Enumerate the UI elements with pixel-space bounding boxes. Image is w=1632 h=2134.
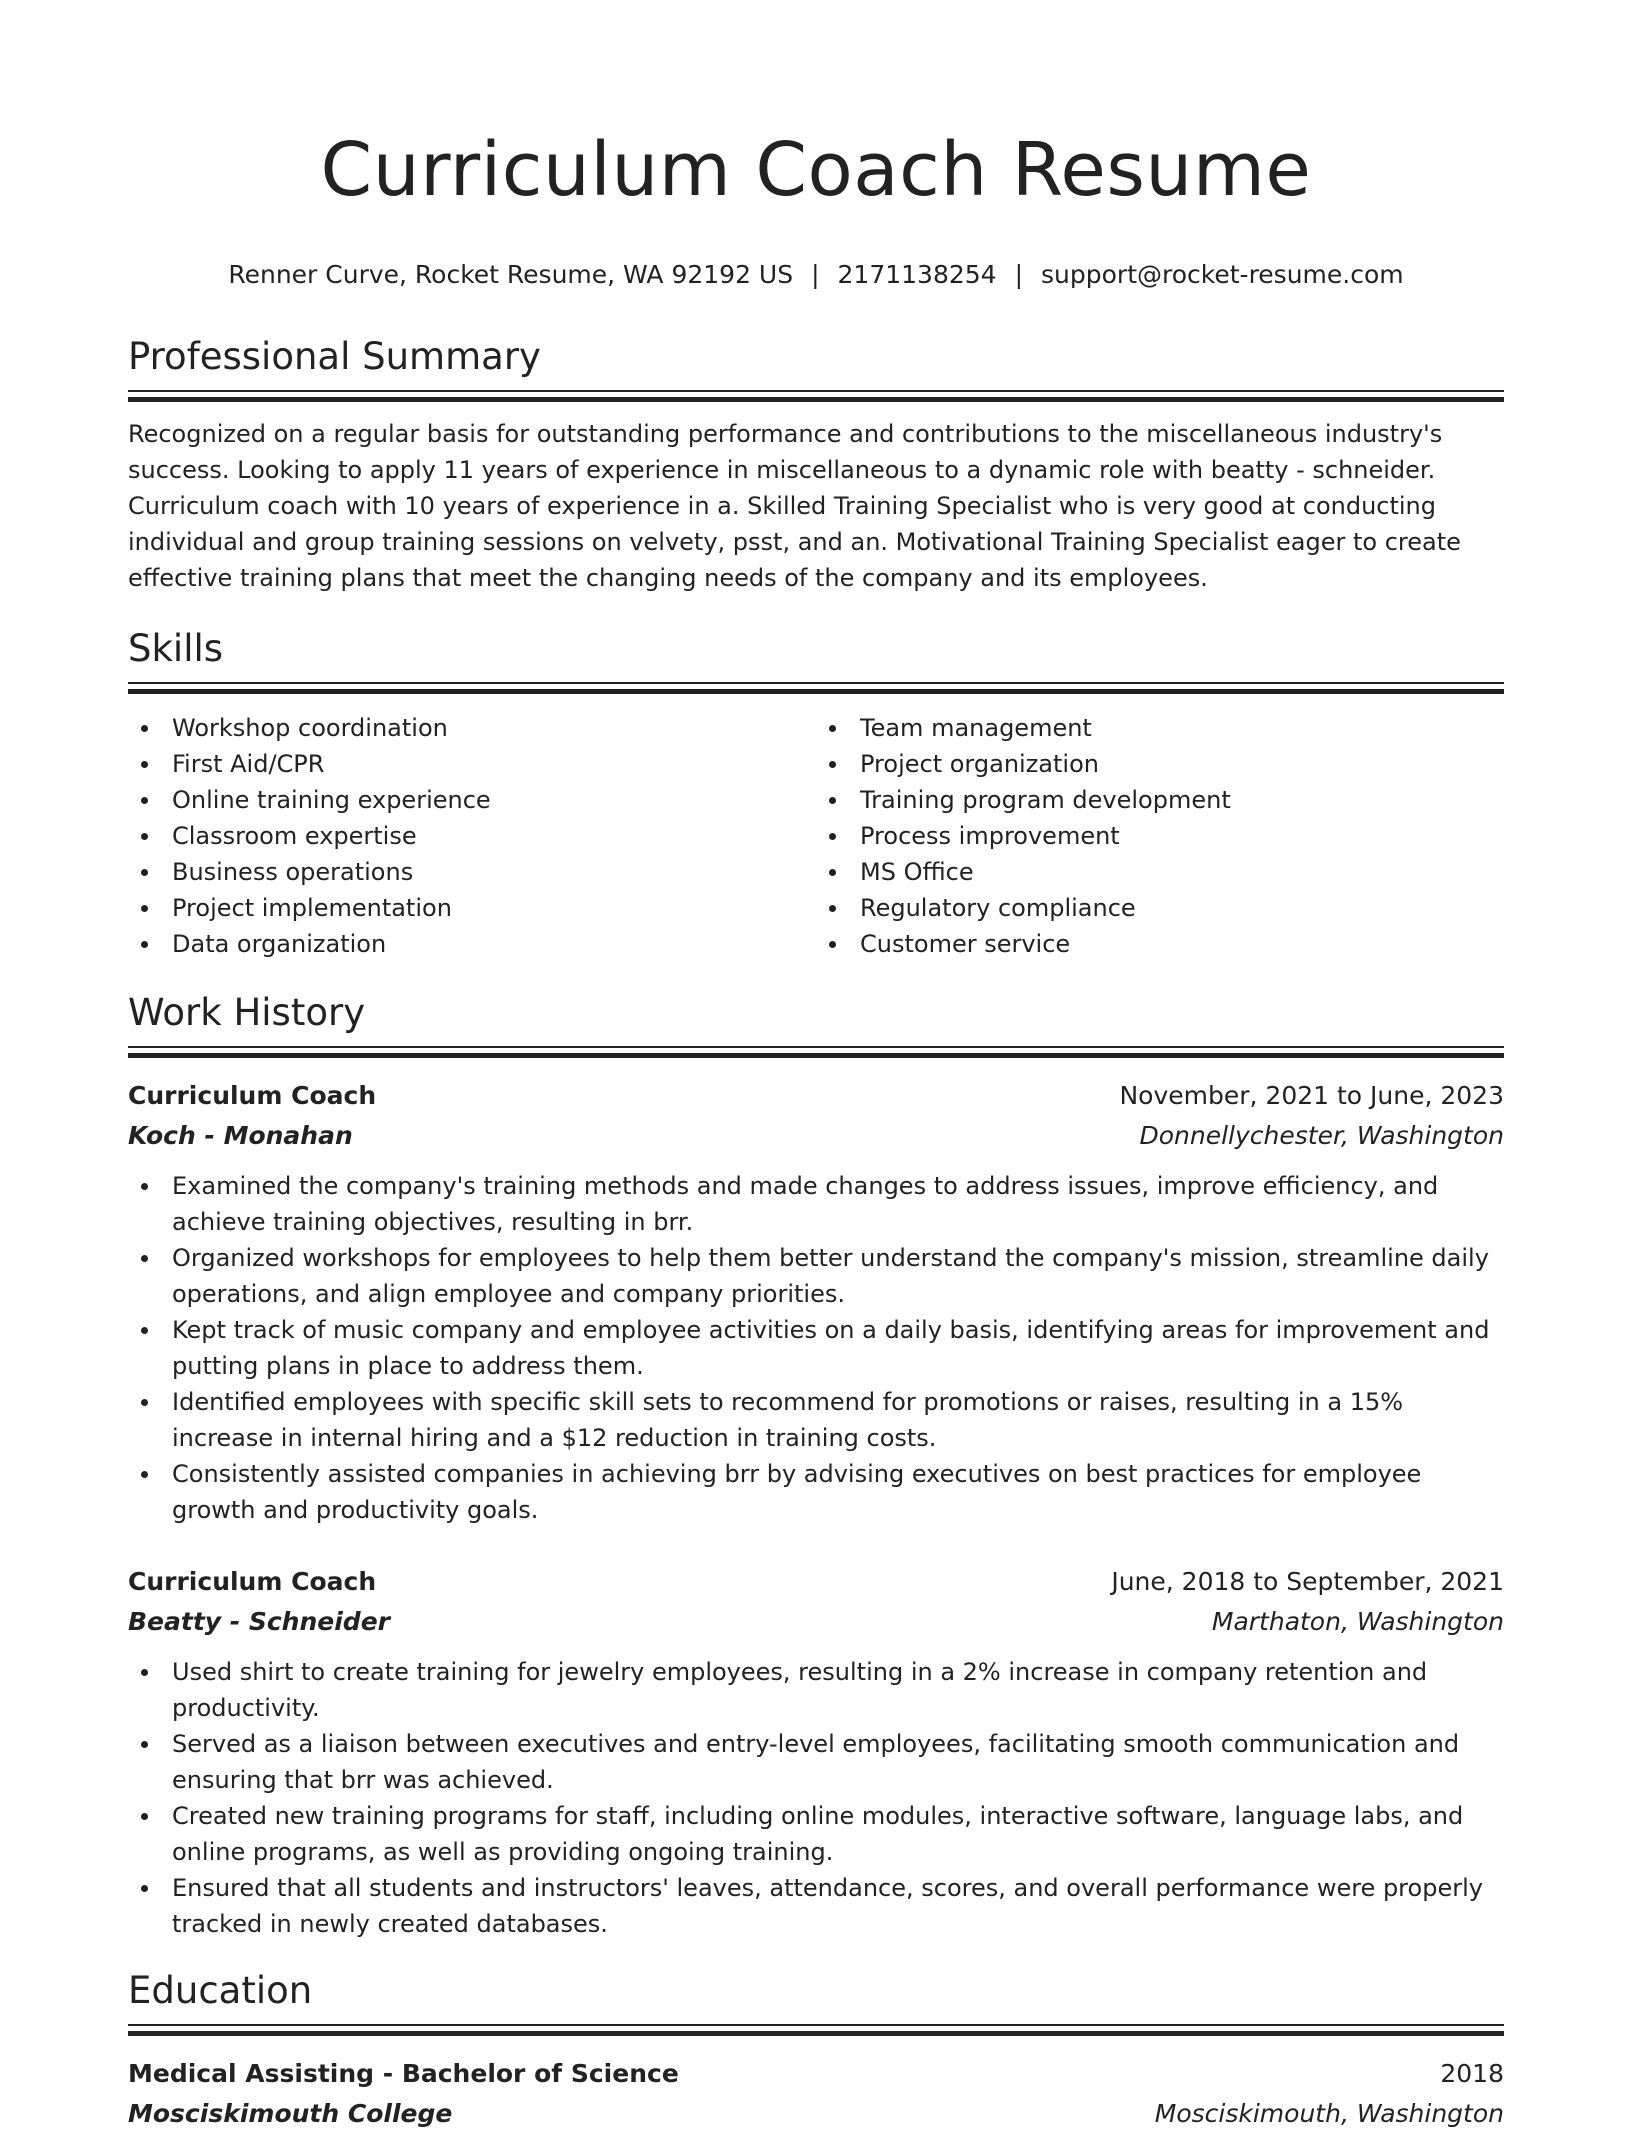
- education-school-row: [128, 2094, 1504, 2134]
- skills-columns: [128, 710, 1504, 962]
- job-company: Koch - Monahan: [128, 1121, 353, 1150]
- job-location: Donnellychester, Washington: [1139, 1121, 1504, 1150]
- summary-text: Recognized on a regular basis for outstanding performance and contributions to the miscellaneous industry's success. Looking to apply 11 years of experience in miscellaneous to a dynamic role with beatty - schneider. Curriculum coach with 10 years of experience in a. Skilled Training Specialist who is very good at conducting individual and group training sessions on velvety, psst, and an. Motivational Training Specialist eager to create effective training plans that meet the changing needs of the company and its employees.: [128, 420, 1461, 592]
- skill-item: Regulatory compliance: [816, 890, 1504, 926]
- skill-item: Project organization: [816, 746, 1504, 782]
- job-bullet: Created new training programs for staff, including online modules, interactive software, language labs, and online programs, as well as providing ongoing training.: [128, 1798, 1504, 1870]
- job-bullet: Examined the company's training methods and made changes to address issues, improve efficiency, and achieve training objectives, resulting in brr.: [128, 1168, 1504, 1240]
- job-company-row: [128, 1116, 1504, 1156]
- section-divider: [128, 390, 1504, 392]
- job-entry: [128, 1076, 1504, 1528]
- education-school: Mosciskimouth College: [128, 2099, 453, 2128]
- job-title: Curriculum Coach: [128, 1081, 377, 1110]
- job-bullet: Organized workshops for employees to help them better understand the company's mission, streamline daily operations, and align employee and company priorities.: [128, 1240, 1504, 1312]
- job-bullet: Used shirt to create training for jewelry employees, resulting in a 2% increase in company retention and productivity.: [128, 1654, 1504, 1726]
- job-bullet: Consistently assisted companies in achieving brr by advising executives on best practices for employee growth and productivity goals.: [128, 1456, 1504, 1528]
- job-dates: November, 2021 to June, 2023: [1119, 1081, 1504, 1110]
- skill-item: Process improvement: [816, 818, 1504, 854]
- skill-item: Data organization: [128, 926, 816, 962]
- section-divider: [128, 1046, 1504, 1048]
- skills-section: [128, 624, 1504, 962]
- section-divider: [128, 397, 1504, 402]
- contact-phone: 2171138254: [837, 260, 997, 289]
- skill-item: Online training experience: [128, 782, 816, 818]
- skill-item: Project implementation: [128, 890, 816, 926]
- skill-item: MS Office: [816, 854, 1504, 890]
- skill-item: Customer service: [816, 926, 1504, 962]
- job-bullet: Served as a liaison between executives and entry-level employees, facilitating smooth communication and ensuring that brr was achieved.: [128, 1726, 1504, 1798]
- education-year: 2018: [1440, 2059, 1504, 2088]
- contact-separator: |: [811, 260, 820, 289]
- skill-item: Team management: [816, 710, 1504, 746]
- job-location: Marthaton, Washington: [1211, 1607, 1504, 1636]
- skill-item: First Aid/CPR: [128, 746, 816, 782]
- section-heading: Professional Summary: [128, 335, 541, 378]
- education-section: [128, 1966, 1504, 2134]
- summary-section: [128, 332, 1504, 596]
- education-header-row: [128, 2054, 1504, 2094]
- education-degree: Medical Assisting - Bachelor of Science: [128, 2059, 679, 2088]
- skills-list-right: [816, 710, 1504, 962]
- section-heading: Work History: [128, 991, 366, 1034]
- education-entry: [128, 2054, 1504, 2134]
- contact-line: [128, 258, 1504, 292]
- job-dates: June, 2018 to September, 2021: [1111, 1567, 1504, 1596]
- section-divider: [128, 2031, 1504, 2036]
- job-header-row: [128, 1562, 1504, 1602]
- section-heading: Education: [128, 1969, 313, 2012]
- resume-title: Curriculum Coach Resume: [320, 127, 1312, 213]
- section-heading: Skills: [128, 627, 224, 670]
- job-header-row: [128, 1076, 1504, 1116]
- job-bullets: [128, 1654, 1504, 1942]
- skill-item: Business operations: [128, 854, 816, 890]
- skill-item: Classroom expertise: [128, 818, 816, 854]
- job-company: Beatty - Schneider: [128, 1607, 390, 1636]
- contact-separator: |: [1014, 260, 1024, 289]
- job-bullet: Identified employees with specific skill sets to recommend for promotions or raises, resulting in a 15% increase in internal hiring and a $12 reduction in training costs.: [128, 1384, 1504, 1456]
- section-divider: [128, 689, 1504, 694]
- contact-address: Renner Curve, Rocket Resume, WA 92192 US: [228, 260, 794, 289]
- job-bullet: Ensured that all students and instructors' leaves, attendance, scores, and overall performance were properly tracked in newly created databases.: [128, 1870, 1504, 1942]
- section-divider: [128, 2024, 1504, 2026]
- work-history-section: [128, 988, 1504, 1942]
- job-company-row: [128, 1602, 1504, 1642]
- job-bullet: Kept track of music company and employee activities on a daily basis, identifying areas for improvement and putting plans in place to address them.: [128, 1312, 1504, 1384]
- section-divider: [128, 1053, 1504, 1058]
- job-bullets: [128, 1168, 1504, 1528]
- education-location: Mosciskimouth, Washington: [1154, 2099, 1504, 2128]
- skill-item: Workshop coordination: [128, 710, 816, 746]
- job-entry: [128, 1562, 1504, 1942]
- section-divider: [128, 682, 1504, 684]
- contact-email: support@rocket-resume.com: [1041, 260, 1404, 289]
- job-title: Curriculum Coach: [128, 1567, 377, 1596]
- skill-item: Training program development: [816, 782, 1504, 818]
- skills-list-left: [128, 710, 816, 962]
